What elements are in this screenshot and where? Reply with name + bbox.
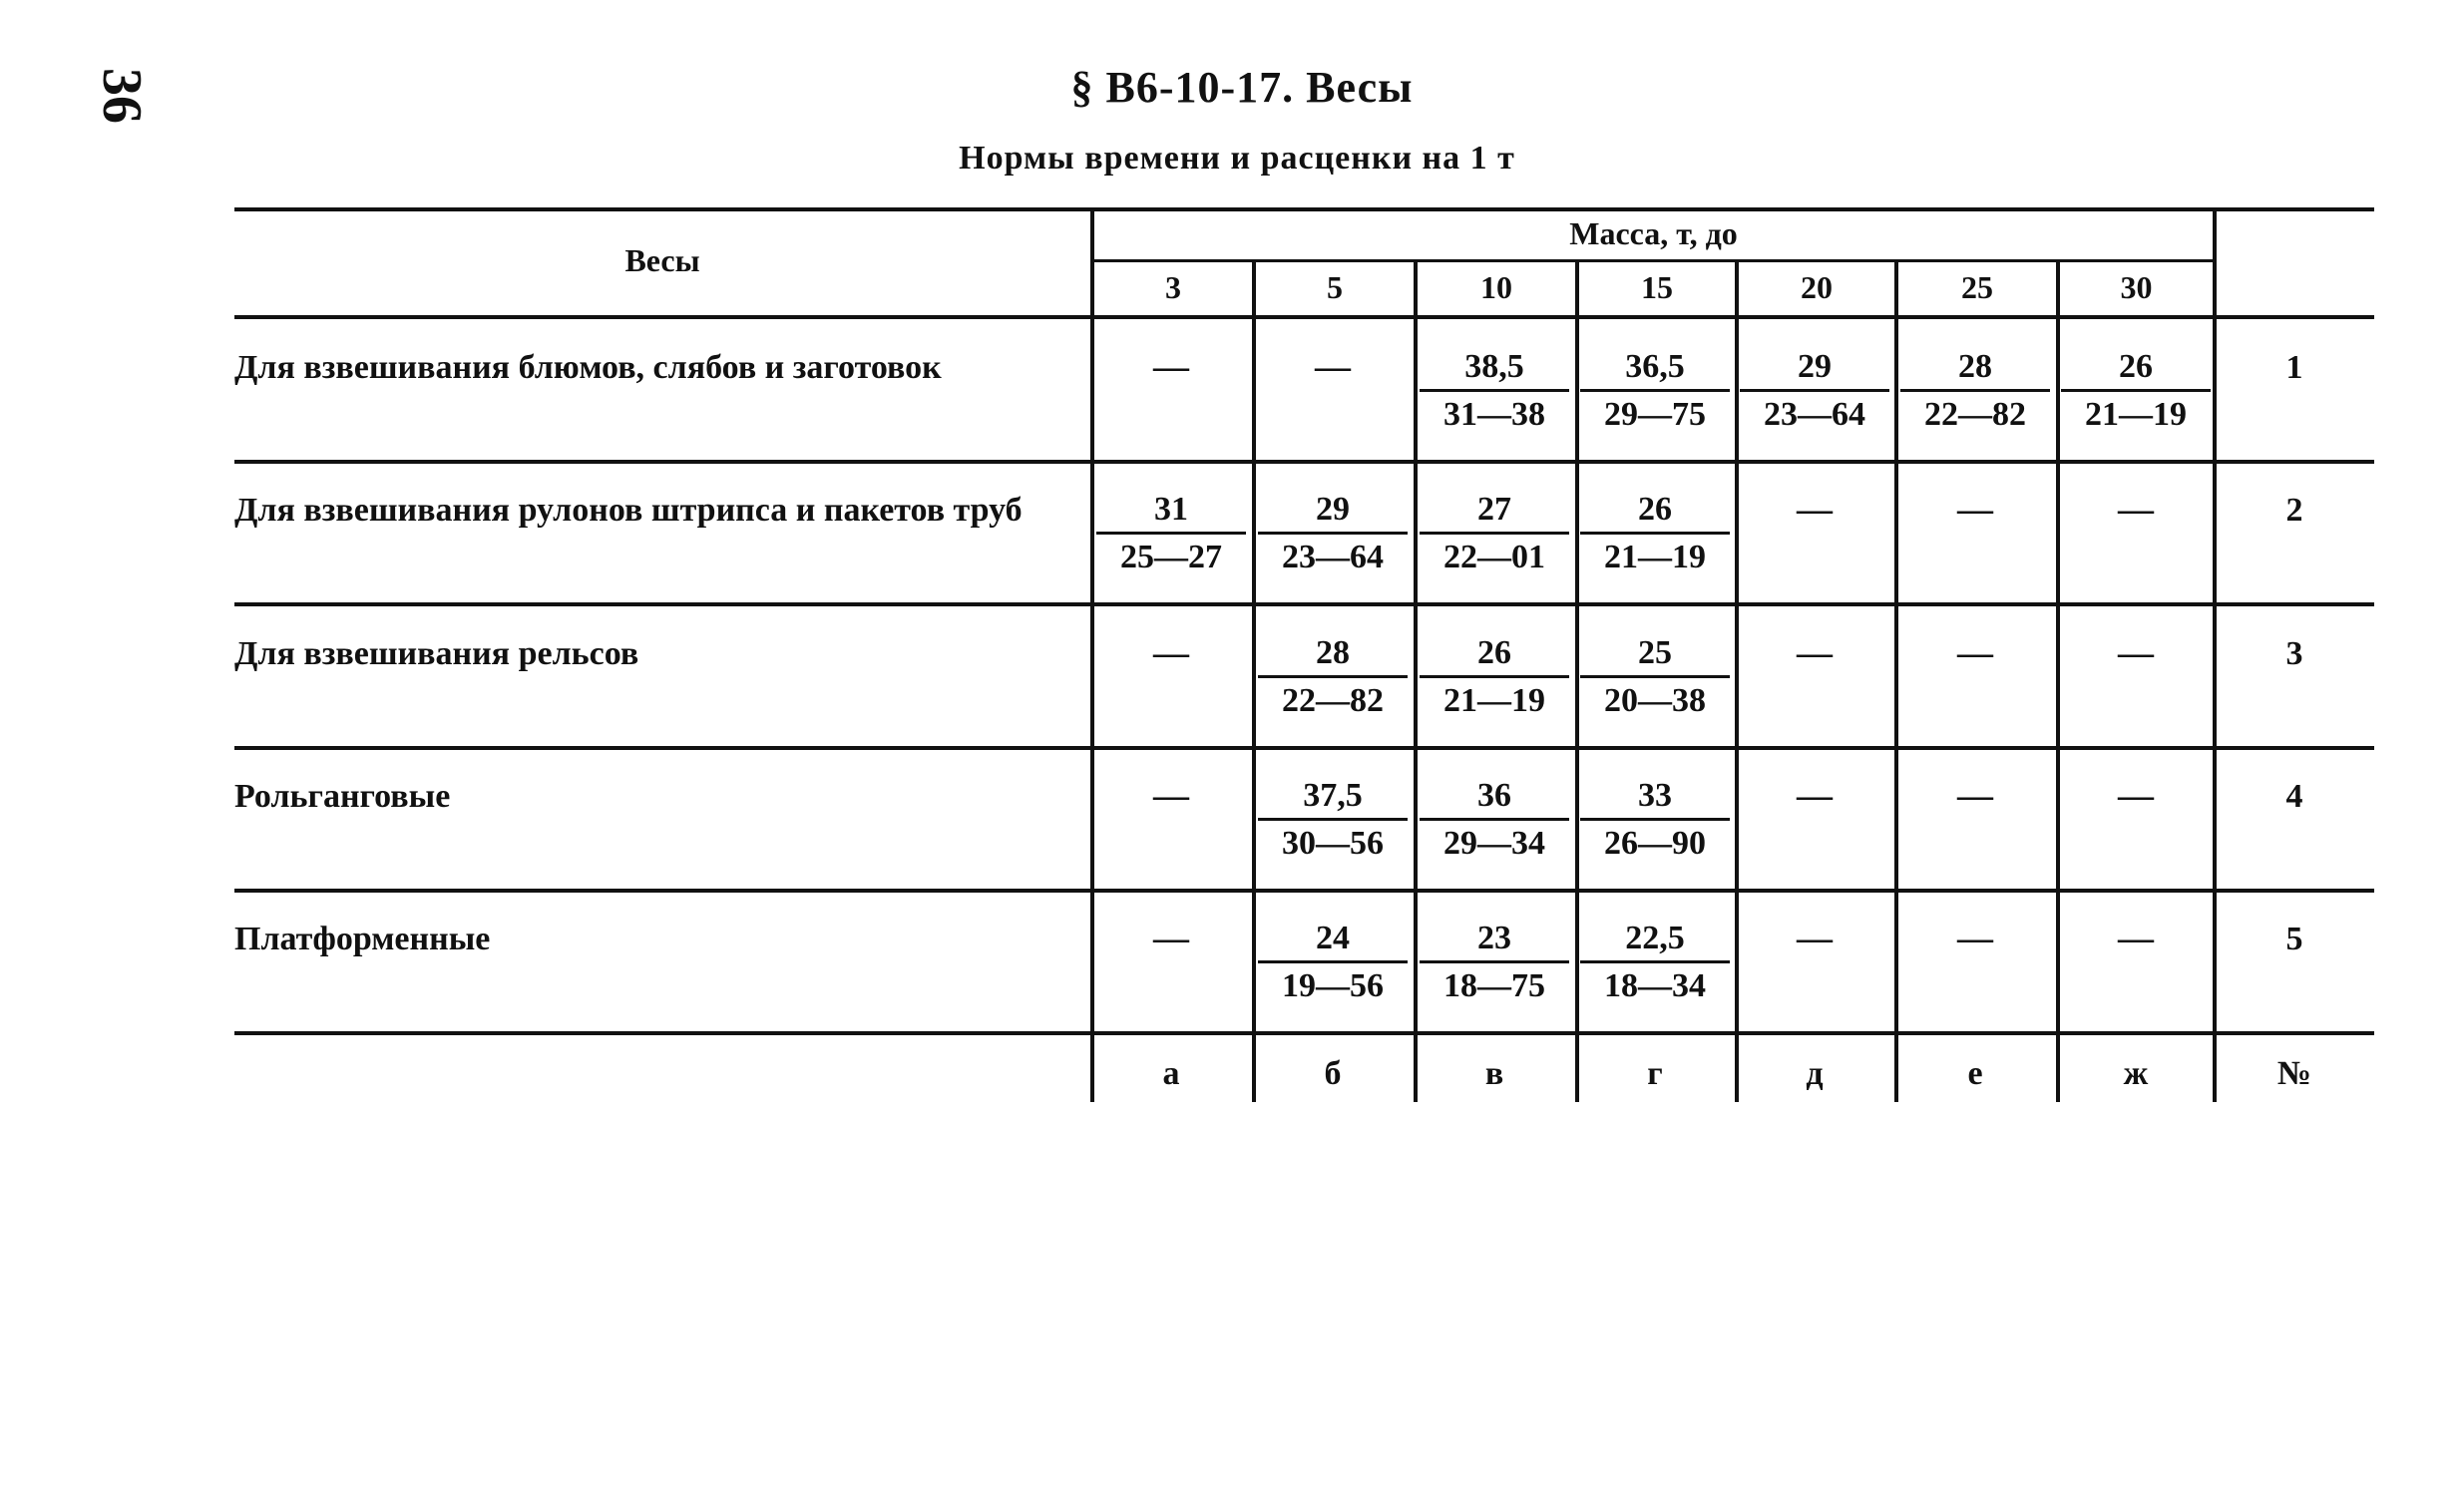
cell-3-v-rate: 21—19: [1443, 682, 1545, 719]
cell-2-e: —: [1957, 489, 1993, 529]
cell-4-b-time: 37,5: [1258, 774, 1408, 821]
col-rule-0: [1090, 207, 1094, 1102]
row-label-1: Для взвешивания блюмов, слябов и заготовок: [234, 349, 942, 386]
cell-4-b-rate: 30—56: [1282, 825, 1384, 862]
header-bottom-rule: [234, 315, 2374, 319]
row-number-3: 3: [2285, 635, 2303, 672]
cell-3-b: [1258, 631, 1408, 722]
row-number-1: 1: [2285, 349, 2303, 386]
cell-1-d-time: 29: [1740, 345, 1889, 392]
header-mass-15: 15: [1641, 269, 1673, 305]
cell-1-v-time: 38,5: [1420, 345, 1569, 392]
table-bottom-rule: [234, 1031, 2374, 1035]
section-title: § В6-10-17. Весы: [1070, 63, 1414, 112]
cell-5-b: [1258, 917, 1408, 1007]
cell-1-a: —: [1153, 346, 1189, 386]
column-letter-g: г: [1647, 1055, 1663, 1092]
cell-5-zh: —: [2118, 918, 2154, 957]
cell-1-g-time: 36,5: [1580, 345, 1730, 392]
row-label-5: Платформенные: [234, 921, 491, 957]
cell-2-a-time: 31: [1096, 488, 1246, 535]
cell-4-g: [1580, 774, 1730, 865]
cell-2-g: [1580, 488, 1730, 578]
cell-1-b: —: [1315, 346, 1351, 386]
row-label-4: Рольганговые: [234, 778, 451, 815]
cell-4-d: —: [1797, 775, 1833, 815]
cell-3-g-time: 25: [1580, 631, 1730, 678]
cell-2-g-time: 26: [1580, 488, 1730, 535]
header-mass-group: Масса, т, до: [1569, 215, 1738, 251]
cell-5-g-rate: 18—34: [1604, 967, 1706, 1004]
row-number-2: 2: [2285, 492, 2303, 529]
cell-1-g: [1580, 345, 1730, 436]
cell-3-v-time: 26: [1420, 631, 1569, 678]
cell-1-g-rate: 29—75: [1604, 396, 1706, 433]
cell-1-d: [1740, 345, 1889, 436]
cell-3-v: [1420, 631, 1569, 722]
header-mass-3: 3: [1165, 269, 1181, 305]
cell-1-d-rate: 23—64: [1764, 396, 1865, 433]
cell-1-zh-time: 26: [2061, 345, 2211, 392]
cell-3-e: —: [1957, 632, 1993, 672]
header-mass-20: 20: [1801, 269, 1833, 305]
cell-1-v: [1420, 345, 1569, 436]
cell-3-g: [1580, 631, 1730, 722]
cell-5-g-time: 22,5: [1580, 917, 1730, 963]
col-rule-7: [2213, 207, 2217, 1102]
col-rule-3: [1575, 259, 1579, 1102]
cell-2-b: [1258, 488, 1408, 578]
table-top-rule: [234, 207, 2374, 211]
col-rule-6: [2056, 259, 2060, 1102]
cell-2-b-time: 29: [1258, 488, 1408, 535]
column-letter-a: а: [1162, 1055, 1180, 1092]
column-letter-v: в: [1484, 1055, 1504, 1092]
header-mass-30: 30: [2120, 269, 2153, 305]
cell-1-v-rate: 31—38: [1443, 396, 1545, 433]
cell-2-v: [1420, 488, 1569, 578]
cell-4-g-rate: 26—90: [1604, 825, 1706, 862]
cell-5-v-rate: 18—75: [1443, 967, 1545, 1004]
page-number: 36: [91, 68, 153, 124]
cell-5-d: —: [1797, 918, 1833, 957]
col-rule-1: [1252, 259, 1256, 1102]
cell-3-a: —: [1153, 632, 1189, 672]
cell-2-a-rate: 25—27: [1120, 539, 1222, 575]
cell-5-v-time: 23: [1420, 917, 1569, 963]
cell-4-zh: —: [2118, 775, 2154, 815]
header-weights: Весы: [624, 242, 700, 278]
cell-2-g-rate: 21—19: [1604, 539, 1706, 575]
column-letter-b: б: [1324, 1055, 1342, 1092]
cell-1-e: [1900, 345, 2050, 436]
cell-3-d: —: [1797, 632, 1833, 672]
cell-2-v-time: 27: [1420, 488, 1569, 535]
header-mass-10: 10: [1480, 269, 1512, 305]
row-rule-2: [234, 602, 2374, 606]
cell-5-e: —: [1957, 918, 1993, 957]
cell-5-a: —: [1153, 918, 1189, 957]
cell-2-zh: —: [2118, 489, 2154, 529]
col-rule-4: [1735, 259, 1739, 1102]
col-rule-5: [1894, 259, 1898, 1102]
cell-3-b-rate: 22—82: [1282, 682, 1384, 719]
header-mass-25: 25: [1961, 269, 1993, 305]
norms-table: [234, 207, 2374, 1102]
cell-4-b: [1258, 774, 1408, 865]
cell-3-g-rate: 20—38: [1604, 682, 1706, 719]
cell-1-zh: [2061, 345, 2211, 436]
group-header-rule: [1092, 259, 2215, 262]
cell-4-v-time: 36: [1420, 774, 1569, 821]
column-letter-d: д: [1806, 1055, 1824, 1092]
cell-5-b-rate: 19—56: [1282, 967, 1384, 1004]
cell-1-zh-rate: 21—19: [2085, 396, 2187, 433]
cell-2-d: —: [1797, 489, 1833, 529]
cell-4-v: [1420, 774, 1569, 865]
cell-1-e-time: 28: [1900, 345, 2050, 392]
row-rule-3: [234, 746, 2374, 750]
column-letter-zh: ж: [2123, 1055, 2149, 1092]
cell-5-v: [1420, 917, 1569, 1007]
cell-4-a: —: [1153, 775, 1189, 815]
cell-4-v-rate: 29—34: [1443, 825, 1545, 862]
number-sign: №: [2276, 1055, 2312, 1092]
cell-5-g: [1580, 917, 1730, 1007]
table-subtitle: Нормы времени и расценки на 1 т: [959, 140, 1515, 177]
cell-1-e-rate: 22—82: [1924, 396, 2026, 433]
row-number-5: 5: [2285, 921, 2303, 957]
cell-2-v-rate: 22—01: [1443, 539, 1545, 575]
col-rule-2: [1414, 259, 1418, 1102]
row-label-2: Для взвешивания рулонов штрипса и пакетов труб: [234, 492, 1023, 529]
row-rule-4: [234, 889, 2374, 893]
header-mass-5: 5: [1327, 269, 1343, 305]
row-label-3: Для взвешивания рельсов: [234, 635, 639, 672]
cell-3-b-time: 28: [1258, 631, 1408, 678]
cell-4-g-time: 33: [1580, 774, 1730, 821]
cell-4-e: —: [1957, 775, 1993, 815]
cell-2-b-rate: 23—64: [1282, 539, 1384, 575]
column-letter-e: е: [1967, 1055, 1983, 1092]
cell-5-b-time: 24: [1258, 917, 1408, 963]
row-number-4: 4: [2285, 778, 2303, 815]
cell-3-zh: —: [2118, 632, 2154, 672]
row-rule-1: [234, 460, 2374, 464]
cell-2-a: [1096, 488, 1246, 578]
